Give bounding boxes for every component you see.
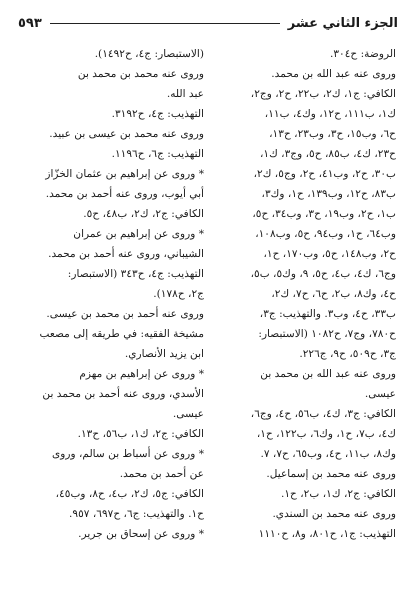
text-line: ب٨٣، ح١٢، وب١٣٩، ح١، وك٣، [261, 188, 396, 200]
text-line: الروضة: ح٣٠٤. [329, 48, 396, 60]
text-line: ب٣٣، ح٤، وب٣. والتهذيب: ج٣، [259, 308, 396, 320]
page-header [18, 12, 398, 34]
text-line: ح٧٨٠، وج٧، ح١٠٨٢ (الاستبصار: [258, 328, 396, 340]
text-line: (الاستبصار: ج٤، ح١٤٩٢). [94, 48, 204, 60]
text-line: ك١، ب١١١، ح١٢، وك٤، ب١١، [264, 108, 396, 120]
text-line: ب٣٠، ح٢، وب٤١، ح٢، وج٥، ك٢، [253, 168, 396, 180]
text-line: وروى عنه محمد بن عيسى بن عبيد. [49, 128, 204, 140]
text-line: ج٢، ح١٧٨). [153, 288, 204, 300]
text-line: التهذيب: ج٤، ح٣١٩٢. [111, 108, 204, 120]
page-number: ٥٩٣ [18, 15, 42, 31]
text-line: الكافي: ج٥، ك٢، ب٤، ح٨، وب٤٥، [55, 488, 204, 500]
text-line: الكافي: ج٢، ك١، ب٢، ح١. [280, 488, 396, 500]
text-line: * وروى عن إبراهيم بن عثمان الخزّاز [45, 168, 204, 180]
text-line: التهذيب: ج٦، ح١١٩٦. [111, 148, 204, 160]
text-line: ح٢٣، ك٤، ب٨٥، ح٥، وج٣، ك١، [259, 148, 396, 160]
text-line: الشيباني، وروى عنه أحمد بن محمد. [48, 248, 204, 260]
text-line: * وروى عن أسباط بن سالم، وروى [51, 448, 204, 460]
text-line: ج٣، ح٥٠٩، ح٩، ج٢٢٦. [299, 348, 396, 360]
text-line: عن أحمد بن محمد. [119, 468, 204, 480]
header-rule [50, 23, 280, 24]
text-line: أبي أيوب، وروى عنه أحمد بن محمد. [45, 188, 204, 200]
text-line: وروى عنه عبد الله بن محمد. [271, 68, 396, 80]
text-line: وروى عنه أحمد بن محمد بن عيسى. [46, 308, 204, 320]
text-line: مشيخة الفقيه: في طريقه إلى مصعب [39, 328, 204, 340]
text-line: ح٤، وك٨، ب٢، ح٦، ح٧، ك٢، [271, 288, 396, 300]
text-line: * وروى عن إبراهيم بن مهزم [79, 368, 204, 380]
text-line: * وروى عن إسحاق بن جرير. [78, 528, 204, 540]
text-line: * وروى عن إبراهيم بن عمران [73, 228, 204, 240]
text-line: وب٦٤، ح١، وب٩٤، ح٥، وب١٠٨، [255, 228, 396, 240]
text-line: الأسدي، وروى عنه أحمد بن محمد بن [42, 388, 204, 400]
running-title: الجزء الثاني عشر [287, 15, 398, 31]
text-line: عيسى. [172, 408, 204, 420]
text-line: وروى عنه عبد الله بن محمد بن [260, 368, 396, 380]
text-line: ح٦، وب١٥، ح٣، وب٢٣، ح١٣، [269, 128, 396, 140]
text-line: وروى عنه محمد بن محمد بن [77, 68, 204, 80]
text-line: عيسى. [364, 388, 396, 400]
right-column [212, 44, 396, 544]
text-line: الكافي: ج٢، ك٢، ب٤٨، ح٥. [83, 208, 204, 220]
text-line: التهذيب: ج١، ح٨٠١، و٨، ح١١١٠ [258, 528, 396, 540]
text-line: ح١. والتهذيب: ج٦، ح٦٩٧، ٩٥٧. [69, 508, 204, 520]
text-line: ب١، ح٢، وب١٩، ح٣، وب٣٤، ح٥، [252, 208, 396, 220]
text-line: ح٢، وب١٤٨، ح٥، وب١٧٠، ح١، [263, 248, 396, 260]
text-line: وك٨، ب١١، ح٤، وب٦٥، ح٧، ٧. [260, 448, 396, 460]
text-line: وج٦، ك٤، ب٤، ح٥، ٩، وك٥، ب٥، [250, 268, 396, 280]
text-line: الكافي: ج١، ك٢، ب٢٢، ح٢، وج٢، [250, 88, 396, 100]
text-line: الكافي: ج٢، ك١، ب٥٦، ح١٣. [77, 428, 204, 440]
text-line: ابن يزيد الأنصاري. [124, 348, 204, 360]
left-column [20, 44, 204, 544]
text-line: وروى عنه محمد بن إسماعيل. [266, 468, 396, 480]
text-line: التهذيب: ج٤، ح٣٤٣ (الاستبصار: [67, 268, 204, 280]
text-line: الكافي: ج٣، ك٤، ب٥٦، ح٤، وج٦، [250, 408, 396, 420]
text-line: عبد الله. [166, 88, 204, 100]
text-line: وروى عنه محمد بن السندي. [272, 508, 396, 520]
text-line: ك٤، ب٧، ح١، وك٦، ب١٢٢، ح١، [256, 428, 396, 440]
